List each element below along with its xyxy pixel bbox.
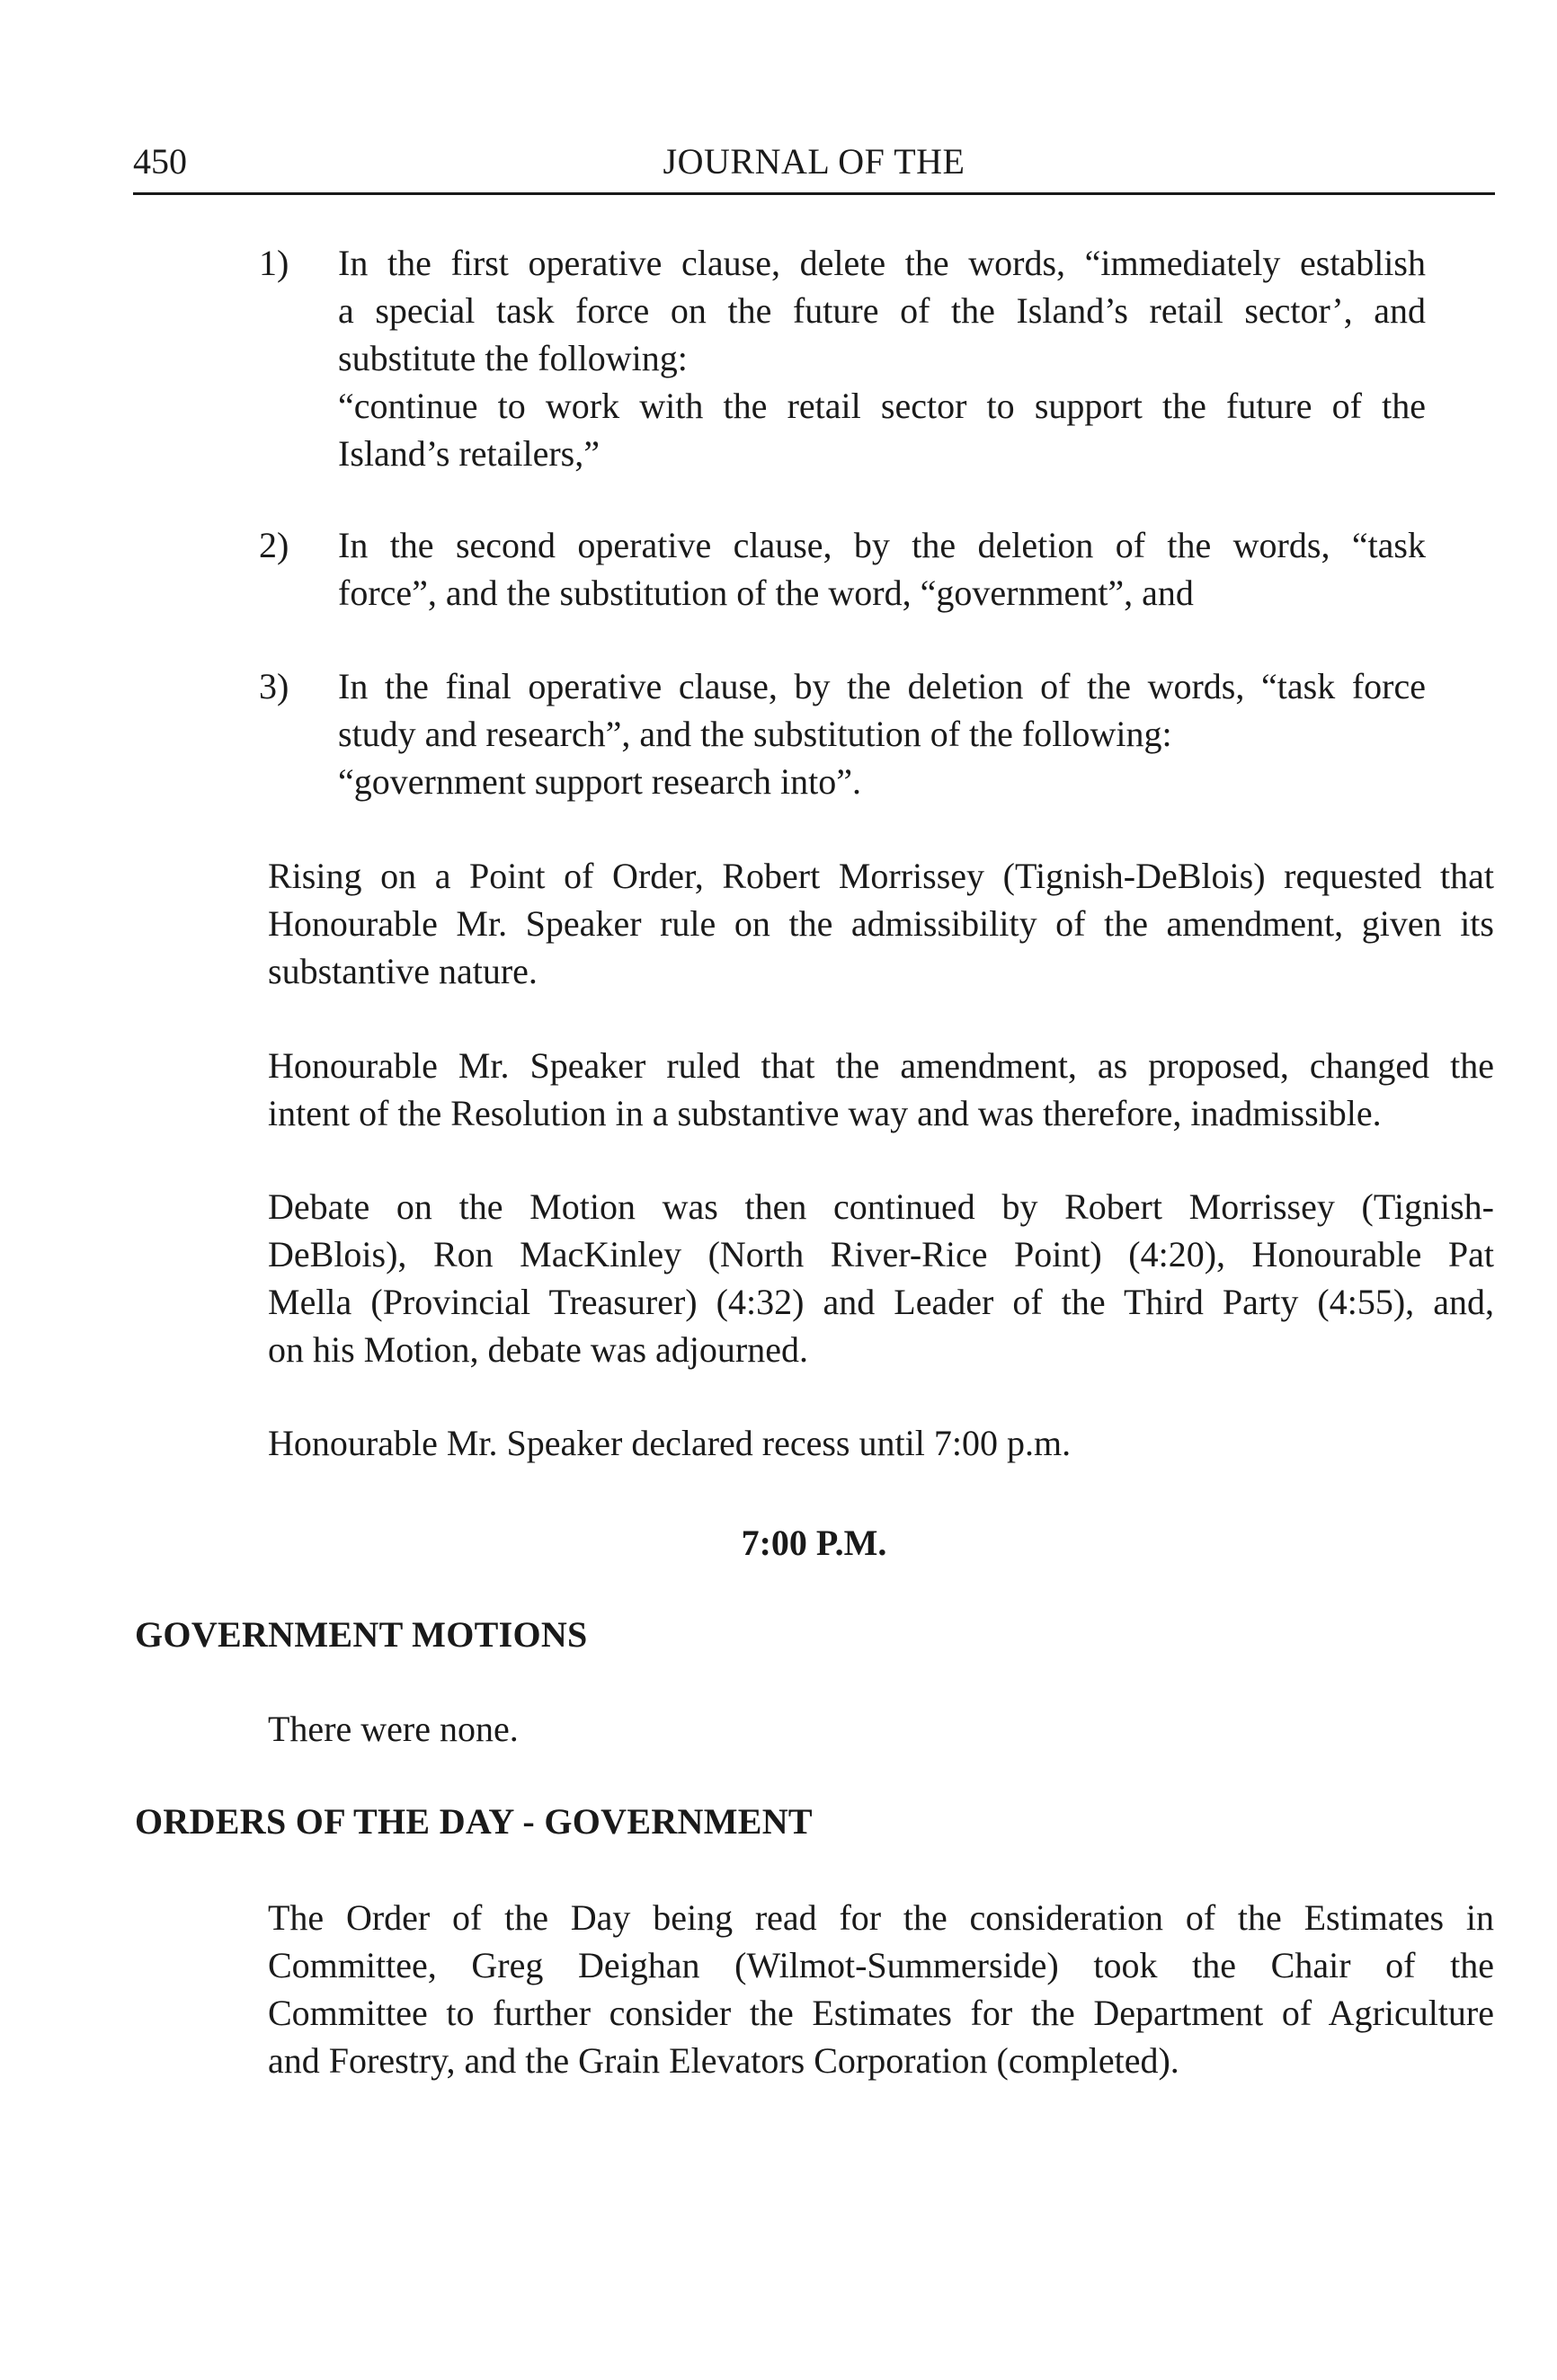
text-line: force”, and the substitution of the word, “government”, and	[338, 573, 1194, 613]
text-line: substitute the following:	[338, 338, 688, 378]
text-line: study and research”, and the substitution of the following:	[338, 714, 1172, 754]
amendment-number: 1)	[259, 243, 289, 283]
amendment-number: 2)	[259, 525, 289, 565]
text-line: a special task force on the future of the Island’s retail sector’, and	[338, 290, 1426, 331]
orders-of-the-day-paragraph	[268, 1894, 1494, 2084]
header-rule	[133, 192, 1495, 195]
text-line: Rising on a Point of Order, Robert Morrissey (Tignish-DeBlois) requested that	[268, 856, 1494, 896]
recess-paragraph	[268, 1419, 1494, 1467]
text-line: In the first operative clause, delete the words, “immediately establish	[338, 243, 1426, 283]
amendment-text	[338, 662, 1426, 805]
text-line: Debate on the Motion was then continued by Robert Morrissey (Tignish-	[268, 1186, 1494, 1227]
text-line: In the final operative clause, by the deletion of the words, “task force	[338, 666, 1426, 706]
time-heading: 7:00 P.M.	[741, 1523, 887, 1563]
text-line: Honourable Mr. Speaker ruled that the amendment, as proposed, changed the	[268, 1045, 1494, 1086]
point-of-order-paragraph	[268, 852, 1494, 995]
text-line: Honourable Mr. Speaker declared recess until 7:00 p.m.	[268, 1423, 1072, 1463]
text-line: Island’s retailers,”	[338, 433, 600, 474]
orders-of-the-day-heading: ORDERS OF THE DAY - GOVERNMENT	[135, 1801, 813, 1842]
government-motions-heading: GOVERNMENT MOTIONS	[135, 1614, 588, 1655]
amendment-number: 3)	[259, 666, 289, 706]
text-line: Committee, Greg Deighan (Wilmot-Summerside) took the Chair of the	[268, 1945, 1494, 1985]
text-line: The Order of the Day being read for the consideration of the Estimates in	[268, 1897, 1494, 1938]
text-line: There were none.	[268, 1709, 519, 1749]
government-motions-text	[268, 1705, 1494, 1753]
page-header	[133, 135, 1495, 189]
text-line: In the second operative clause, by the deletion of the words, “task	[338, 525, 1426, 565]
text-line: “continue to work with the retail sector to support the future of the	[338, 386, 1426, 426]
amendment-text	[338, 521, 1426, 617]
text-line: Honourable Mr. Speaker rule on the admissibility of the amendment, given its	[268, 903, 1494, 944]
text-line: on his Motion, debate was adjourned.	[268, 1329, 808, 1370]
debate-paragraph	[268, 1183, 1494, 1373]
text-line: “government support research into”.	[338, 761, 862, 802]
text-line: intent of the Resolution in a substantive way and was therefore, inadmissible.	[268, 1093, 1382, 1133]
speaker-ruling-paragraph	[268, 1042, 1494, 1137]
text-line: Committee to further consider the Estimates for the Department of Agriculture	[268, 1993, 1494, 2033]
page-number: 450	[133, 141, 187, 182]
amendment-text	[338, 239, 1426, 477]
text-line: Mella (Provincial Treasurer) (4:32) and Leader of the Third Party (4:55), and,	[268, 1282, 1494, 1322]
running-head: JOURNAL OF THE	[663, 141, 965, 182]
text-line: DeBlois), Ron MacKinley (North River-Rice Point) (4:20), Honourable Pat	[268, 1234, 1494, 1274]
text-line: substantive nature.	[268, 951, 538, 991]
text-line: and Forestry, and the Grain Elevators Corporation (completed).	[268, 2040, 1179, 2081]
